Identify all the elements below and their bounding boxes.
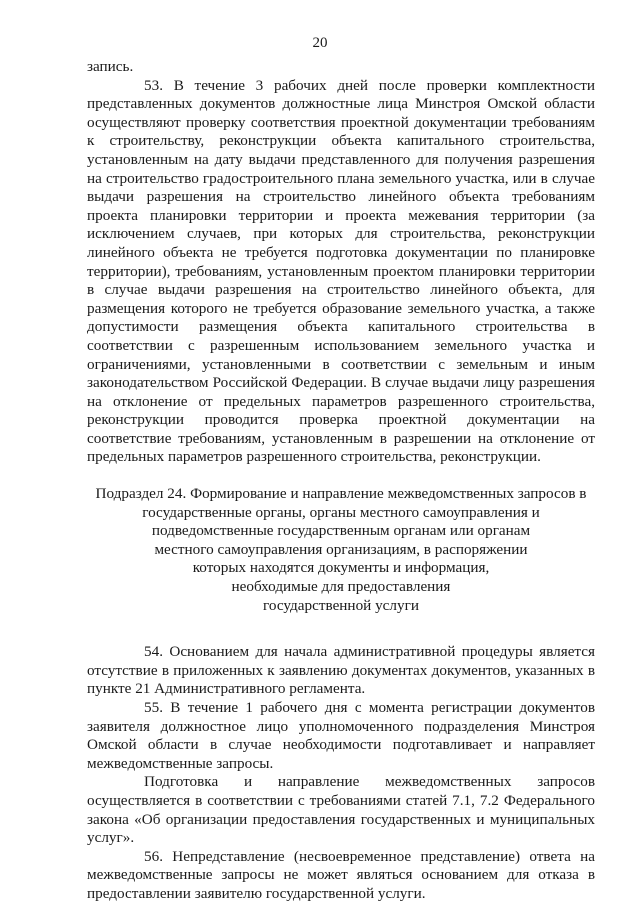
heading-line: подведомственные государственным органам или органам (151, 522, 531, 540)
heading-line: необходимые для предоставления (231, 578, 451, 596)
heading-line: которых находятся документы и информация, (192, 559, 490, 577)
paragraph-55-continued: Подготовка и направление межведомственных запросов осуществляется в соответствии с требованиями статей 7.1, 7.2 Федерального закона «Об организации предоставления государственных и муниципальных услуг». (87, 773, 595, 847)
heading-line: государственные органы, органы местного самоуправления и (142, 503, 540, 521)
paragraph-56: 56. Непредставление (несвоевременное представление) ответа на межведомственные запросы не может являться основанием для отказа в предоставлении заявителю государственной услуги. (87, 847, 595, 902)
paragraph-53: 53. В течение 3 рабочих дней после проверки комплектности представленных документов должностные лица Минстроя Омской области осуществляют проверку соответствия проектной документации требованиям к строительству, реконструкции объекта капитального строительства, установленным на дату выдачи представленного для получения разрешения на строительство градостроительного плана земельного участка, или в случае выдачи разрешения на строительство линейного объекта требованиям проекта планировки территории и проекта межевания территории (за исключением случаев, при которых для строительства, реконструкции линейного объекта не требуется подготовка документации по планировке территории), требованиям, установленным проектом планировки территории в случае выдачи разрешения на строительство линейного объекта, для размещения которого не требуется образование земельного участка, а также допустимости размещения объекта капитального строительства в соответствии с разрешенным использованием земельного участка и ограничениями, установленными в соответствии с земельным и иным законодательством Российской Федерации. В случае выдачи лицу разрешения на отклонение от предельных параметров разрешенного строительства, реконструкции проводится проверка проектной документации на соответствие требованиям, установленным в разрешении на отклонение от предельных параметров разрешенного строительства, реконструкции. (87, 76, 595, 466)
section-heading (87, 485, 595, 615)
paragraph-54: 54. Основанием для начала административной процедуры является отсутствие в приложенных к заявлению документах документов, указанных в пункте 21 Административного регламента. (87, 643, 595, 698)
page-number: 20 (312, 35, 328, 51)
paragraph-intro: запись. (87, 58, 134, 75)
paragraph-55: 55. В течение 1 рабочего дня с момента регистрации документов заявителя должностное лицо уполномоченного подразделения Минстроя Омской области в случае необходимости подготавливает и направляет межведомственные запросы. (87, 699, 595, 772)
heading-line: Подраздел 24. Формирование и направление межведомственных запросов в (95, 485, 587, 503)
heading-line: местного самоуправления организациям, в распоряжении (154, 540, 528, 558)
document-body (87, 58, 595, 904)
heading-line: государственной услуги (263, 596, 419, 614)
